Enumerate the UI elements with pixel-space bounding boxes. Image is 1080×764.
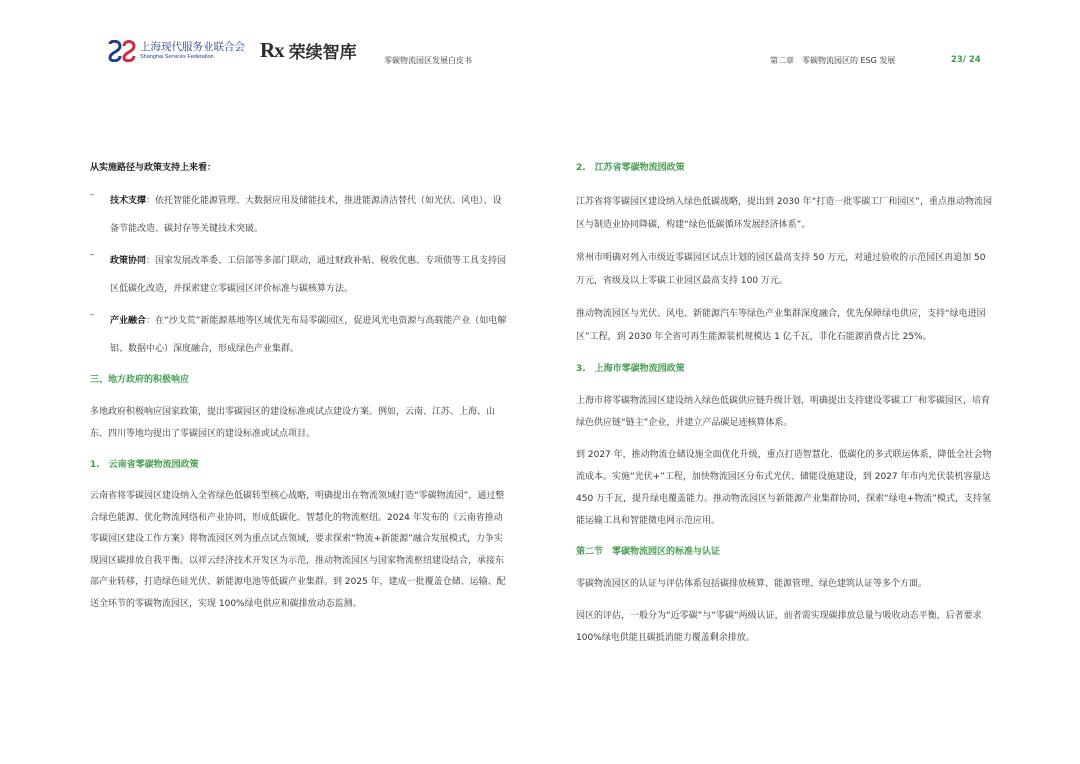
paragraph: 上海市将零碳物流园区建设纳入绿色低碳供应链升级计划，明确提出支持建设零碳工厂和零碳园区，培育绿色供应链“链主”企业，并建立产品碳足迹核算体系。 bbox=[576, 396, 991, 428]
federation-logo bbox=[108, 40, 245, 62]
paragraph: 园区的评估，一般分为“近零碳”与“零碳”两级认证，前者需实现碳排放总量与吸收动态平衡，后者要求 100%绿电供能且碳抵消能力覆盖剩余排放。 bbox=[576, 611, 982, 643]
bullet-dash: – bbox=[90, 190, 95, 200]
federation-emblem-icon bbox=[108, 40, 136, 62]
bullet-dash: – bbox=[90, 250, 95, 260]
bullet-label: 政策协同 bbox=[110, 256, 147, 266]
paragraph: 常州市明确对列入市级近零碳园区试点计划的园区最高支持 50 万元，对通过验收的示范园区再追加 50 万元，省级及以上零碳工业园区最高支持 100 万元。 bbox=[576, 253, 986, 286]
page-number: 23/ 24 bbox=[951, 55, 981, 65]
bullet-dash: – bbox=[90, 310, 95, 320]
subsection-title: 2. 江苏省零碳物流园政策 bbox=[576, 163, 685, 173]
bullet-text: ：依托智能化能源管理、大数据应用及储能技术，推进能源清洁替代（如光伏、风电）、设备节能改造、碳封存等关键技术突破。 bbox=[110, 196, 502, 234]
intro-heading: 从实施路径与政策支持上来看： bbox=[90, 163, 217, 173]
paragraph: 零碳物流园区的认证与评估体系包括碳排放核算、能源管理、绿色建筑认证等多个方面。 bbox=[576, 579, 928, 589]
right-column bbox=[576, 160, 994, 649]
rongxu-logo bbox=[260, 38, 357, 63]
paragraph: 多地政府积极响应国家政策，提出零碳园区的建设标准或试点建设方案。例如，云南、江苏、上海、山东、四川等地均提出了零碳园区的建设标准或试点项目。 bbox=[90, 407, 496, 439]
bullet-item bbox=[90, 247, 508, 303]
page-header bbox=[0, 0, 1080, 80]
left-column bbox=[90, 160, 508, 615]
subsection-title: 3. 上海市零碳物流园政策 bbox=[576, 364, 685, 374]
section-title: 第二节 零碳物流园区的标准与认证 bbox=[576, 547, 721, 557]
federation-name-en: Shanghai Services Federation bbox=[140, 54, 214, 60]
section-title: 三、地方政府的积极响应 bbox=[90, 375, 190, 385]
chapter-title: 第二章 零碳物流园区的 ESG 发展 bbox=[770, 56, 896, 65]
document-title: 零碳物流园区发展白皮书 bbox=[384, 56, 472, 65]
bullet-label: 产业融合 bbox=[110, 316, 147, 326]
bullet-text: ：国家发展改革委、工信部等多部门联动，通过财政补贴、税收优惠、专项债等工具支持园区低碳化改造，并探索建立零碳园区评价标准与碳核算方法。 bbox=[110, 256, 507, 294]
bullet-label: 技术支撑 bbox=[110, 196, 147, 206]
bullet-item bbox=[90, 187, 508, 243]
rx-mark: Rx bbox=[260, 38, 284, 62]
bullet-item bbox=[90, 307, 508, 363]
subsection-title: 1. 云南省零碳物流园政策 bbox=[90, 460, 199, 470]
brand-name: 荣续智库 bbox=[288, 43, 357, 63]
paragraph: 到 2027 年，推动物流仓储设施全面优化升级，重点打造智慧化、低碳化的多式联运体系，降低全社会物流成本。实施“光伏+”工程，加快物流园区分布式光伏、储能设施建设，到 2027 年市内光伏装机容量达 450 万千瓦，提升绿电覆盖能力。推动物流园区与新能源产业集群协同，探索“绿电+物流”模式，支持氢能运输工具和智能微电网示范应用。 bbox=[576, 450, 992, 526]
federation-name-cn: 上海现代服务业联合会 bbox=[140, 41, 245, 53]
bullet-text: ：在“沙戈荒”新能源基地等区域优先布局零碳园区，促进风光电资源与高载能产业（如电解铝、数据中心）深度融合，形成绿色产业集群。 bbox=[110, 316, 507, 354]
paragraph: 江苏省将零碳园区建设纳入绿色低碳战略，提出到 2030 年“打造一批零碳工厂和园区”，重点推动物流园区与制造业协同降碳，构建“绿色低碳循环发展经济体系”。 bbox=[576, 197, 992, 230]
paragraph: 云南省将零碳园区建设纳入全省绿色低碳转型核心战略，明确提出在物流领域打造“零碳物流园”，通过整合绿色能源、优化物流网络和产业协同，形成低碳化、智慧化的物流枢纽。2024 年发布的《云南省推动零碳园区建设工作方案》将物流园区列为重点试点领域，要求探索“物流+新能源”融合发展模式，力争实现园区碳排放自我平衡。以祥云经济技术开发区为示范，推动物流园区与国家物流枢纽建设结合，承接东部产业转移，打造绿色硅光伏、新能源电池等低碳产业集群。到 2025 年，建成一批覆盖仓储、运输、配送全环节的零碳物流园区，实现 100%绿电供应和碳排放动态监测。 bbox=[90, 491, 506, 609]
paragraph: 推动物流园区与光伏、风电、新能源汽车等绿色产业集群深度融合，优先保障绿电供应，支持“绿电进园区”工程，到 2030 年全省可再生能源装机规模达 1 亿千瓦，非化石能源消费占比 25%。 bbox=[576, 309, 986, 342]
